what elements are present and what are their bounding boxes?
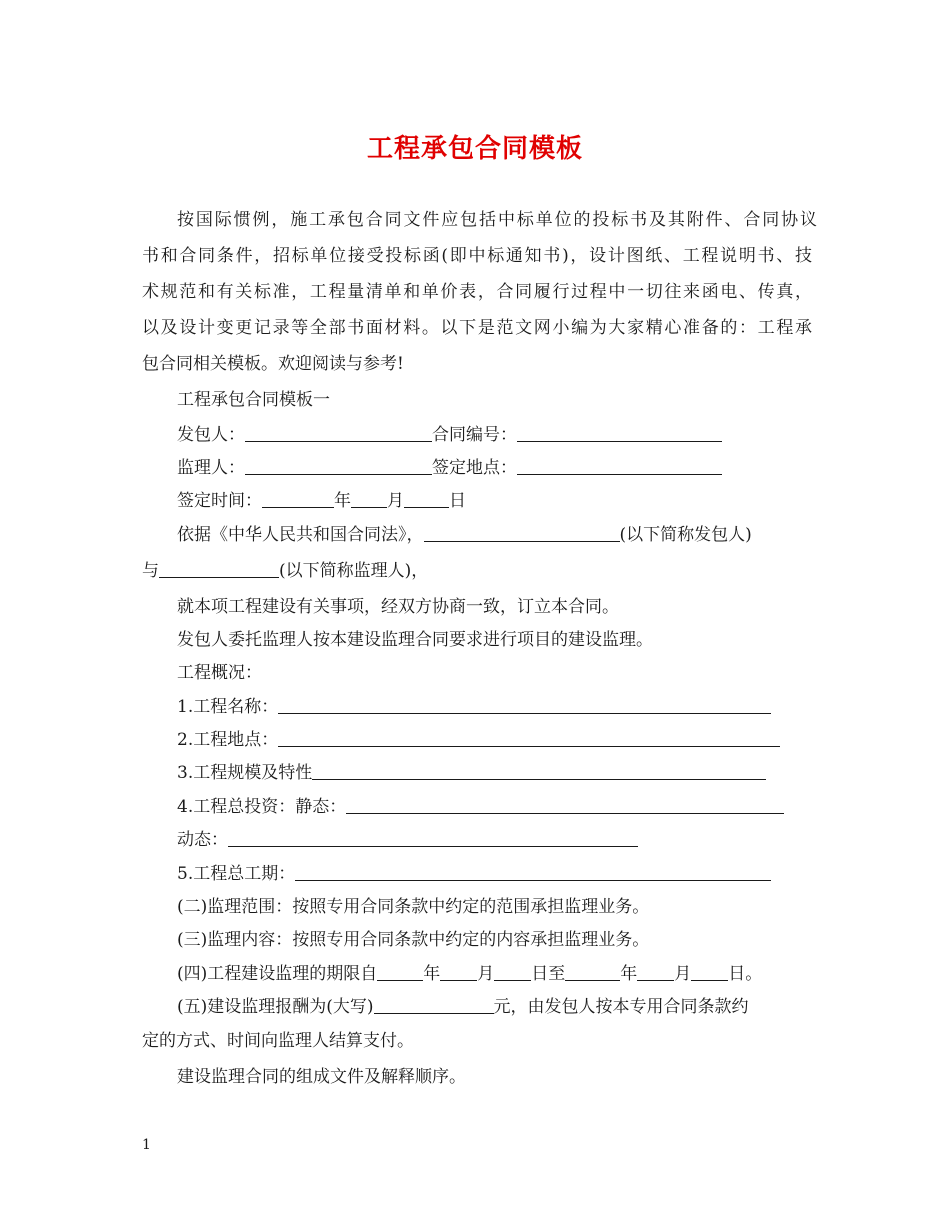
period-end-month-field[interactable] — [637, 964, 674, 981]
static-investment-field[interactable] — [346, 797, 784, 814]
year-label: 年 — [334, 491, 351, 511]
sign-year-field[interactable] — [262, 491, 334, 508]
period-end-day-field[interactable] — [691, 964, 728, 981]
composition-line: 建设监理合同的组成文件及解释顺序。 — [177, 1067, 466, 1087]
item-4b-row — [177, 830, 817, 850]
item-5-label: 5.工程总工期： — [177, 864, 296, 884]
consensus-line: 就本项工程建设有关事项，经双方协商一致，订立本合同。 — [177, 597, 619, 617]
project-name-field[interactable] — [278, 697, 771, 714]
month-label: 月 — [387, 491, 404, 511]
day-label: 日 — [449, 491, 466, 511]
period-end-month-label: 月 — [674, 964, 692, 984]
intro-line-1: 按国际惯例，施工承包合同文件应包括中标单位的投标书及其附件、合同协议 — [177, 210, 817, 230]
period-row — [177, 964, 817, 984]
fee-suffix: 元，由发包人按本专用合同条款约 — [493, 997, 749, 1017]
contract-no-field[interactable] — [517, 425, 722, 442]
supervisor-label: 监理人： — [177, 458, 245, 478]
period-year-label: 年 — [423, 964, 441, 984]
item-1-row — [177, 697, 817, 717]
sign-month-field[interactable] — [351, 491, 387, 508]
supervisor-field[interactable] — [245, 458, 432, 475]
period-end-label: 日。 — [728, 964, 763, 984]
intro-line-2: 书和合同条件，招标单位接受投标函(即中标通知书)，设计图纸、工程说明书、技 — [142, 246, 812, 266]
basis-party-a-field[interactable] — [424, 525, 620, 542]
page-number: 1 — [142, 1137, 151, 1153]
period-to-label: 日至 — [531, 964, 566, 984]
project-duration-field[interactable] — [295, 864, 771, 881]
sign-time-row — [177, 491, 817, 511]
basis-suffix: (以下简称发包人) — [619, 525, 752, 545]
item-5-row — [177, 864, 817, 884]
period-start-day-field[interactable] — [494, 964, 531, 981]
scope-line: (二)监理范围：按照专用合同条款中约定的范围承担监理业务。 — [177, 897, 650, 917]
item-1-label: 1.工程名称： — [177, 697, 279, 717]
item-4b-label: 动态： — [177, 830, 228, 850]
period-end-year-label: 年 — [620, 964, 638, 984]
basis-supervisor-field[interactable] — [159, 561, 279, 578]
sign-place-label: 签定地点： — [432, 458, 517, 478]
dynamic-investment-field[interactable] — [228, 830, 638, 847]
party-row — [177, 425, 817, 445]
entrust-line: 发包人委托监理人按本建设监理合同要求进行项目的建设监理。 — [177, 630, 653, 650]
basis-with: 与 — [142, 561, 159, 581]
project-scale-field[interactable] — [312, 763, 766, 780]
intro-line-5: 包合同相关模板。欢迎阅读与参考! — [142, 354, 404, 374]
basis-supervisor-suffix: (以下简称监理人)， — [279, 561, 429, 581]
sign-time-label: 签定时间： — [177, 491, 262, 511]
intro-line-3: 术规范和有关标准，工程量清单和单价表，合同履行过程中一切往来函电、传真， — [142, 282, 812, 302]
sign-day-field[interactable] — [404, 491, 449, 508]
item-4-row — [177, 797, 817, 817]
period-month-label: 月 — [477, 964, 495, 984]
item-3-label: 3.工程规模及特性 — [177, 763, 313, 783]
basis-row — [177, 525, 817, 545]
fee-row — [177, 997, 817, 1017]
fee-continuation: 定的方式、时间向监理人结算支付。 — [142, 1031, 414, 1051]
basis-prefix: 依据《中华人民共和国合同法》， — [177, 525, 424, 545]
period-start-month-field[interactable] — [440, 964, 477, 981]
item-2-row — [177, 730, 817, 750]
item-3-row — [177, 763, 817, 783]
project-location-field[interactable] — [278, 730, 780, 747]
fee-amount-field[interactable] — [374, 997, 494, 1014]
content-line: (三)监理内容：按照专用合同条款中约定的内容承担监理业务。 — [177, 930, 650, 950]
item-4-label: 4.工程总投资：静态： — [177, 797, 347, 817]
item-2-label: 2.工程地点： — [177, 730, 279, 750]
contract-no-label: 合同编号： — [432, 425, 517, 445]
party-a-field[interactable] — [245, 425, 432, 442]
document-title: 工程承包合同模板 — [366, 134, 583, 164]
sign-place-field[interactable] — [517, 458, 722, 475]
period-end-year-field[interactable] — [565, 964, 620, 981]
party-a-label: 发包人： — [177, 425, 245, 445]
basis-row-2 — [142, 561, 812, 581]
supervisor-row — [177, 458, 817, 478]
fee-prefix: (五)建设监理报酬为(大写) — [177, 997, 374, 1017]
intro-line-4: 以及设计变更记录等全部书面材料。以下是范文网小编为大家精心准备的：工程承 — [142, 318, 812, 338]
period-start-year-field[interactable] — [377, 964, 423, 981]
template-heading: 工程承包合同模板一 — [177, 390, 330, 410]
overview-heading: 工程概况： — [177, 663, 262, 683]
period-prefix: (四)工程建设监理的期限自 — [177, 964, 378, 984]
